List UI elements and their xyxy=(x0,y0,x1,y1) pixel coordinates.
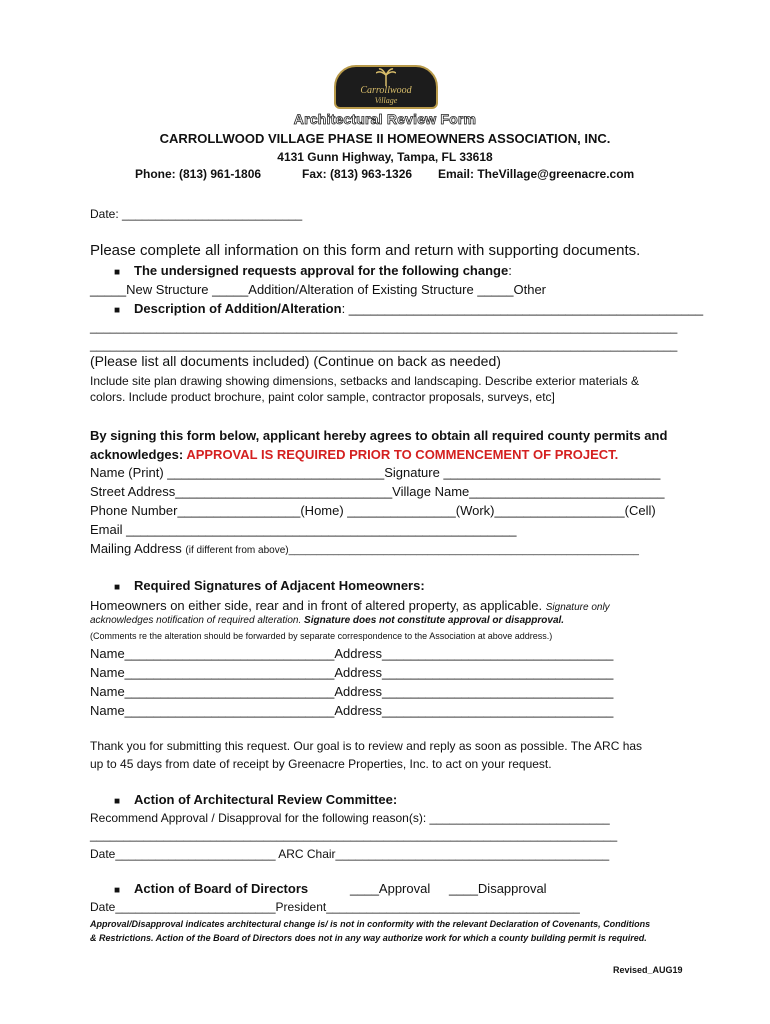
acknowledges-text: acknowledges: xyxy=(90,447,187,462)
palm-tree-icon xyxy=(376,68,396,86)
documents-note: (Please list all documents included) (Continue on back as needed) xyxy=(90,353,501,369)
adjacent-homeowners-heading: Required Signatures of Adjacent Homeowners xyxy=(134,578,421,593)
adjacent-row-1[interactable]: Name_____________________________Address________________________________ xyxy=(90,646,614,661)
change-request-colon: : xyxy=(508,263,512,278)
board-action-heading: Action of Board of Directors xyxy=(134,881,309,896)
revision-label: Revised_AUG19 xyxy=(613,965,683,975)
email-address: Email: TheVillage@greenacre.com xyxy=(438,167,635,181)
association-name: CARROLLWOOD VILLAGE PHASE II HOMEOWNERS ASSOCIATION, INC. xyxy=(159,131,611,146)
square-bullet-icon: ■ xyxy=(114,885,121,896)
carrollwood-village-logo xyxy=(334,65,438,109)
arc-recommend-field[interactable]: Recommend Approval / Disapproval for the following reason(s): ___________________________ xyxy=(90,811,610,825)
change-request-label: The undersigned requests approval for the following change xyxy=(134,263,509,278)
change-type-options[interactable]: _____New Structure _____Addition/Alteration of Existing Structure _____Other xyxy=(90,282,546,297)
phone-number-fields[interactable]: Phone Number_________________(Home) _______________(Work)__________________(Cell) xyxy=(90,503,656,518)
not-approval-note: Signature does not constitute approval or disapproval. xyxy=(304,615,565,626)
adjacent-row-2[interactable]: Name_____________________________Address________________________________ xyxy=(90,665,614,680)
name-signature-fields[interactable]: Name (Print) ______________________________Signature ______________________________ xyxy=(90,465,661,480)
square-bullet-icon: ■ xyxy=(114,582,121,593)
phone-number: Phone: (813) 961-1806 xyxy=(135,167,262,181)
agreement-line-1: By signing this form below, applicant hereby agrees to obtain all required county permits and xyxy=(90,428,668,443)
mailing-address-field[interactable] xyxy=(90,541,639,556)
mailing-address-hint: (if different from above) xyxy=(185,545,289,556)
mailing-address-line[interactable]: _______________________________________________________________ xyxy=(288,545,639,556)
instructions-intro: Please complete all information on this form and return with supporting documents. xyxy=(90,242,641,259)
agreement-line-2 xyxy=(90,447,618,462)
adjacent-description-text: Homeowners on either side, rear and in front of altered property, as applicable. xyxy=(90,598,546,613)
description-blank-line-1[interactable]: ________________________________________________________________________________________ xyxy=(90,320,678,334)
form-title: Architectural Review Form xyxy=(293,111,477,127)
fax-number: Fax: (813) 963-1326 xyxy=(302,167,413,181)
arc-blank-line[interactable]: _______________________________________________________________________________ xyxy=(90,828,618,842)
date-field[interactable]: Date: ___________________________ xyxy=(90,207,303,221)
board-note-line-2: & Restrictions. Action of the Board of Directors does not in any way authorize work for which a county building permit is required. xyxy=(90,933,647,943)
adjacent-homeowners-item xyxy=(114,578,425,593)
board-approval-option[interactable]: ____Approval xyxy=(350,881,431,896)
change-request-item xyxy=(114,263,512,278)
approval-required-warning: APPROVAL IS REQUIRED PRIOR TO COMMENCEMENT OF PROJECT. xyxy=(186,447,619,462)
adjacent-row-4[interactable]: Name_____________________________Address________________________________ xyxy=(90,703,614,718)
thanks-line-1: Thank you for submitting this request. Our goal is to review and reply as soon as possible. The ARC has xyxy=(90,739,643,753)
description-blank-line-2[interactable]: ________________________________________________________________________________________ xyxy=(90,338,678,352)
notification-note: acknowledges notification of required alteration. xyxy=(90,615,305,626)
square-bullet-icon: ■ xyxy=(114,796,121,807)
square-bullet-icon: ■ xyxy=(114,305,121,316)
adjacent-description-line-2 xyxy=(90,615,564,626)
square-bullet-icon: ■ xyxy=(114,267,121,278)
logo-text-village: Village xyxy=(374,96,398,105)
comments-note: (Comments re the alteration should be forwarded by separate correspondence to the Association at above address.) xyxy=(90,631,553,641)
mailing-address-label: Mailing Address xyxy=(90,541,186,556)
description-field[interactable]: : _________________________________________________ xyxy=(341,301,704,316)
signature-only-note: Signature only xyxy=(545,602,610,613)
board-note-line-1: Approval/Disapproval indicates architectural change is/ is not in conformity with the relevant Declaration of Covenants, Conditions xyxy=(90,919,651,929)
adjacent-row-3[interactable]: Name_____________________________Address________________________________ xyxy=(90,684,614,699)
board-disapproval-option[interactable]: ____Disapproval xyxy=(449,881,547,896)
street-village-fields[interactable]: Street Address______________________________Village Name___________________________ xyxy=(90,484,665,499)
description-item xyxy=(114,301,703,316)
arc-action-heading: Action of Architectural Review Committee: xyxy=(134,792,398,807)
description-label: Description of Addition/Alteration xyxy=(134,301,342,316)
arc-action-item xyxy=(114,792,397,807)
arc-date-chair-fields[interactable]: Date________________________ ARC Chair_________________________________________ xyxy=(90,847,610,861)
thanks-line-2: up to 45 days from date of receipt by Greenacre Properties, Inc. to act on your request. xyxy=(90,757,552,771)
board-date-president-fields[interactable]: Date________________________President______________________________________ xyxy=(90,900,580,914)
include-instructions-line-2: colors. Include product brochure, paint color sample, contractor proposals, surveys, etc] xyxy=(90,390,555,404)
logo-text-carrollwood: Carrollwood xyxy=(360,85,412,96)
email-field[interactable]: Email ______________________________________________________ xyxy=(90,522,517,537)
include-instructions-line-1: Include site plan drawing showing dimensions, setbacks and landscaping. Describe exterior materials & xyxy=(90,374,639,388)
association-address: 4131 Gunn Highway, Tampa, FL 33618 xyxy=(277,150,493,164)
adjacent-description-line-1 xyxy=(90,597,610,615)
adjacent-homeowners-colon: : xyxy=(420,578,425,593)
board-action-item xyxy=(114,881,308,896)
